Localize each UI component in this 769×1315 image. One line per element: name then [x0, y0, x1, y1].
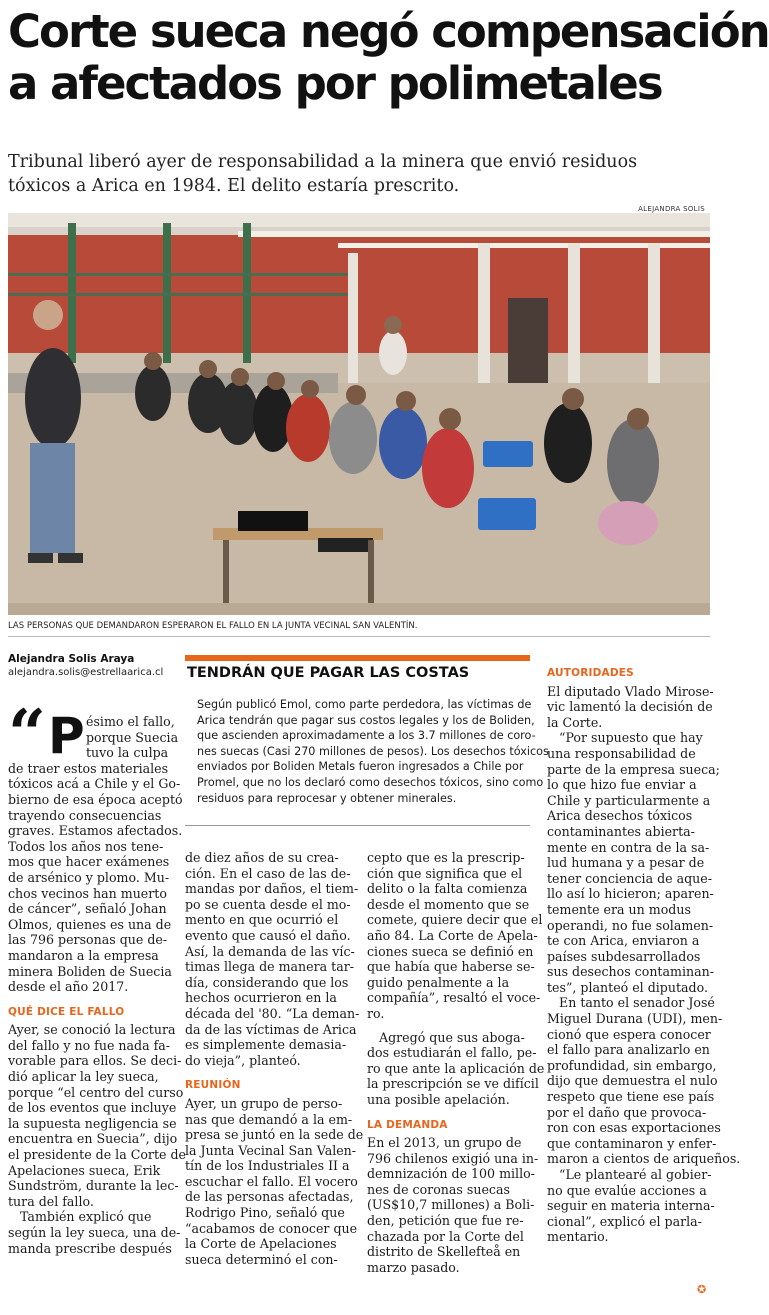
body-line: “acabamos de conocer que — [185, 1220, 358, 1236]
body-line: dos estudiarán el fallo, pe- — [367, 1045, 537, 1061]
body-line: que había que haberse se- — [367, 959, 535, 975]
body-line: 796 chilenos exigió una in- — [367, 1150, 539, 1166]
body-line: de traer estos materiales — [8, 760, 169, 776]
body-line: guido penalmente a la — [367, 974, 510, 990]
body-line: Todos los años nos tene- — [8, 838, 164, 854]
body-line: compañía”, resaltó el voce- — [367, 990, 541, 1006]
box-line: Según publicó Emol, como parte perdedora, las víctimas de — [197, 698, 532, 711]
body-line: encuentra en Suecia”, dijo — [8, 1131, 178, 1147]
body-line: dió aplicar la ley sueca, — [8, 1069, 159, 1085]
body-line: de diez años de su crea- — [185, 850, 339, 865]
opening-quote-icon: “ — [8, 695, 46, 773]
body-line: graves. Estamos afectados. — [8, 823, 183, 839]
subhead-la-demanda: LA DEMANDA — [367, 1118, 448, 1131]
body-line: del fallo y no fue nada fa- — [8, 1037, 171, 1053]
body-line: Rodrigo Pino, señaló que — [185, 1205, 345, 1221]
body-line: respeto que tiene ese país — [547, 1089, 715, 1105]
body-line: el fallo para analizarlo en — [547, 1042, 710, 1058]
body-line: mente en contra de la sa- — [547, 839, 710, 855]
body-line: la Corte. — [547, 714, 603, 730]
column-3 — [367, 850, 545, 1275]
body-line: manda prescribe después — [8, 1240, 172, 1256]
body-line: cepto que es la prescrip- — [367, 850, 525, 865]
body-line: temente era un modus — [547, 901, 691, 917]
headline-line-2: a afectados por polimetales — [8, 57, 662, 110]
body-line: ron con esas exportaciones — [547, 1120, 721, 1136]
body-line: En tanto el senador José — [547, 995, 715, 1011]
body-line: ro. — [367, 1005, 385, 1021]
body-line: mandas por daños, el tiem- — [185, 881, 359, 897]
body-line: delito o la falta comienza — [367, 881, 528, 897]
body-line: te con Arica, enviaron a — [547, 933, 700, 949]
photo-credit: ALEJANDRA SOLIS — [638, 205, 705, 213]
news-photo — [8, 213, 710, 615]
body-line: el presidente de la Corte de — [8, 1147, 186, 1163]
body-line: mandaron a la empresa — [8, 947, 159, 963]
body-line: año 84. La Corte de Apela- — [367, 927, 538, 943]
body-line: sueca determinó el con- — [185, 1251, 338, 1267]
end-mark-icon: ✪ — [697, 1283, 707, 1296]
caption-divider — [8, 636, 710, 637]
body-line: la prescripción se ve difícil — [367, 1076, 539, 1092]
body-line: una posible apelación. — [367, 1091, 510, 1107]
headline — [8, 5, 769, 110]
body-line: evento que causó el daño. — [185, 927, 351, 943]
body-line: profundidad, sin embargo, — [547, 1057, 717, 1073]
body-line: no que evalúe acciones a — [547, 1182, 707, 1198]
dropcap: P — [48, 707, 85, 765]
body-line: década del '80. “La deman- — [185, 1005, 360, 1021]
body-line: Miguel Durana (UDI), men- — [547, 1011, 723, 1027]
body-line: chazada por la Corte del — [367, 1228, 524, 1244]
body-line: Ayer, se conoció la lectura — [8, 1022, 176, 1038]
body-line: Sundström, durante la lec- — [8, 1178, 179, 1194]
body-line: Así, la demanda de las víc- — [185, 943, 355, 959]
body-line: hechos ocurrieron en la — [185, 990, 337, 1006]
body-line: ciones sueca se definió en — [367, 943, 534, 959]
body-line: presa se juntó en la sede de — [185, 1127, 364, 1143]
body-line: tín de los Industriales II a — [185, 1158, 350, 1174]
box-line: Arica tendrán que pagar sus costos legales y los de Boliden, — [197, 713, 535, 727]
body-line: nes de coronas suecas — [367, 1181, 510, 1197]
body-line: de cáncer”, señaló Johan — [8, 901, 167, 917]
body-line: según la ley sueca, una de- — [8, 1225, 181, 1240]
body-line: Olmos, quienes es una de — [8, 916, 172, 932]
body-line: mentario. — [547, 1229, 609, 1245]
body-line: ción que significa que el — [367, 865, 523, 881]
body-line: las 796 personas que de- — [8, 932, 168, 948]
box-line: enviados por Boliden Metals fueron ingresados a Chile por — [197, 760, 524, 774]
box-accent-bar — [185, 655, 530, 661]
body-line: una responsabilidad de — [547, 745, 696, 761]
body-line: cional”, explicó el parla- — [547, 1213, 702, 1229]
box-text — [197, 697, 549, 806]
subhead-autoridades: AUTORIDADES — [547, 667, 634, 679]
body-line: Agregó que sus aboga- — [367, 1029, 525, 1045]
body-line: trayendo consecuencias — [8, 807, 162, 823]
body-line: nas que demandó a la em- — [185, 1111, 353, 1127]
byline-name: Alejandra Solis Araya — [8, 653, 135, 665]
box-line: Promel, que no los declaró como desechos tóxicos, sino como — [197, 775, 544, 789]
body-line: tes”, planteó el diputado. — [547, 979, 708, 995]
body-line: demnización de 100 millo- — [367, 1166, 535, 1182]
byline-email[interactable]: alejandra.solis@estrellaarica.cl — [8, 667, 164, 678]
sidebar-box — [185, 655, 549, 830]
body-line: bierno de esa época aceptó — [8, 791, 183, 807]
body-line: den, petición que fue re- — [367, 1213, 524, 1229]
body-line: tuvo la culpa — [86, 745, 169, 761]
body-line: seguir en materia interna- — [547, 1198, 715, 1214]
body-line: desde el año 2017. — [8, 979, 129, 995]
body-line: ésimo el fallo, — [86, 714, 175, 729]
body-line: lud humana y a pesar de — [547, 855, 705, 871]
body-line: Arica desechos tóxicos — [547, 808, 693, 824]
body-line: do vieja”, planteó. — [185, 1052, 301, 1068]
photo-caption: LAS PERSONAS QUE DEMANDARON ESPERARON EL FALLO EN LA JUNTA VECINAL SAN VALENTÍN. — [8, 621, 418, 631]
body-line: la Corte de Apelaciones — [185, 1236, 337, 1252]
body-line: cionó que espera conocer — [547, 1026, 711, 1042]
body-line: distrito de Skellefteå en — [367, 1244, 521, 1260]
body-line: Chile y particularmente a — [547, 792, 711, 808]
headline-line-1: Corte sueca negó compensación — [8, 5, 769, 58]
body-line: ro que ante la aplicación de — [367, 1060, 545, 1076]
body-line: por el daño que provoca- — [547, 1104, 707, 1120]
box-line: residuos para reprocesar y obtener minerales. — [197, 791, 457, 805]
body-line: la Junta Vecinal San Valen- — [185, 1142, 357, 1158]
body-line: “Por supuesto que hay — [547, 730, 703, 746]
body-line: mos que hacer exámenes — [8, 854, 170, 870]
body-line: minera Boliden de Suecia — [8, 963, 172, 979]
box-line: nes suecas (Casi 270 millones de pesos). Los desechos tóxicos — [197, 744, 549, 758]
body-line: llo así lo hicieron; aparen- — [547, 886, 714, 902]
body-line: lo que hizo fue enviar a — [547, 777, 697, 793]
body-line: tura del fallo. — [8, 1193, 94, 1209]
box-title: TENDRÁN QUE PAGAR LAS COSTAS — [187, 665, 470, 681]
body-line: timas llega de manera tar- — [185, 959, 354, 975]
deck-line-2: tóxicos a Arica en 1984. El delito estaría prescrito. — [8, 176, 460, 196]
body-line: En el 2013, un grupo de — [367, 1135, 522, 1151]
body-line: El diputado Vlado Mirose- — [547, 683, 714, 699]
column-1 — [8, 707, 186, 1256]
body-line: contaminantes abierta- — [547, 823, 695, 839]
deck — [8, 150, 708, 198]
body-line: También explicó que — [8, 1209, 152, 1225]
column-4 — [547, 666, 741, 1245]
body-line: Apelaciones sueca, Erik — [8, 1162, 161, 1178]
body-line: dijo que demuestra el nulo — [547, 1073, 718, 1089]
body-line: tóxicos acá a Chile y el Go- — [8, 776, 181, 792]
body-line: escuchar el fallo. El vocero — [185, 1173, 358, 1189]
body-line: países subdesarrollados — [547, 948, 701, 964]
box-bottom-rule — [185, 825, 530, 826]
body-line: que contaminaron y enfer- — [547, 1135, 717, 1151]
body-line: ción. En el caso de las de- — [185, 865, 351, 881]
body-line: porque “el centro del curso — [8, 1084, 184, 1100]
subhead-reunion: REUNIÓN — [185, 1079, 241, 1092]
body-line: porque Suecia — [86, 729, 179, 745]
body-line: vic lamentó la decisión de — [547, 699, 713, 715]
body-line: “Le plantearé al gobier- — [547, 1167, 712, 1182]
body-line: desde el momento que se — [367, 896, 530, 912]
photo-illustration — [8, 213, 710, 615]
column-2 — [185, 850, 364, 1267]
body-line: maron a cientos de ariqueños. — [547, 1151, 741, 1167]
body-line: (US$10,7 millones) a Boli- — [367, 1197, 535, 1213]
body-line: operandi, no fue solamen- — [547, 917, 714, 933]
body-line: Ayer, un grupo de perso- — [185, 1095, 343, 1111]
body-line: sus desechos contaminan- — [547, 964, 714, 980]
deck-line-1: Tribunal liberó ayer de responsabilidad a la minera que envió residuos — [8, 152, 638, 172]
body-line: po se cuenta desde el mo- — [185, 896, 351, 912]
body-line: parte de la empresa sueca; — [547, 761, 720, 777]
box-line: que ascienden aproximadamente a los 3.7 millones de coro- — [197, 729, 536, 743]
body-line: vorable para ellos. Se deci- — [8, 1053, 182, 1069]
subhead-que-dice-el-fallo: QUÉ DICE EL FALLO — [8, 1005, 125, 1018]
body-line: de los eventos que incluye — [8, 1100, 177, 1116]
body-line: de arsénico y plomo. Mu- — [8, 869, 170, 885]
body-line: día, considerando que los — [185, 974, 349, 990]
body-line: es simplemente demasia- — [185, 1037, 347, 1053]
body-line: de las personas afectadas, — [185, 1189, 354, 1205]
body-line: la supuesta negligencia se — [8, 1115, 177, 1131]
body-line: marzo pasado. — [367, 1259, 460, 1275]
body-line: comete, quiere decir que el — [367, 912, 543, 928]
body-line: chos vecinos han muerto — [8, 885, 167, 901]
body-line: tener conciencia de aque- — [547, 870, 712, 886]
body-line: mento en que ocurrió el — [185, 912, 339, 928]
body-line: da de las víctimas de Arica — [185, 1021, 357, 1037]
